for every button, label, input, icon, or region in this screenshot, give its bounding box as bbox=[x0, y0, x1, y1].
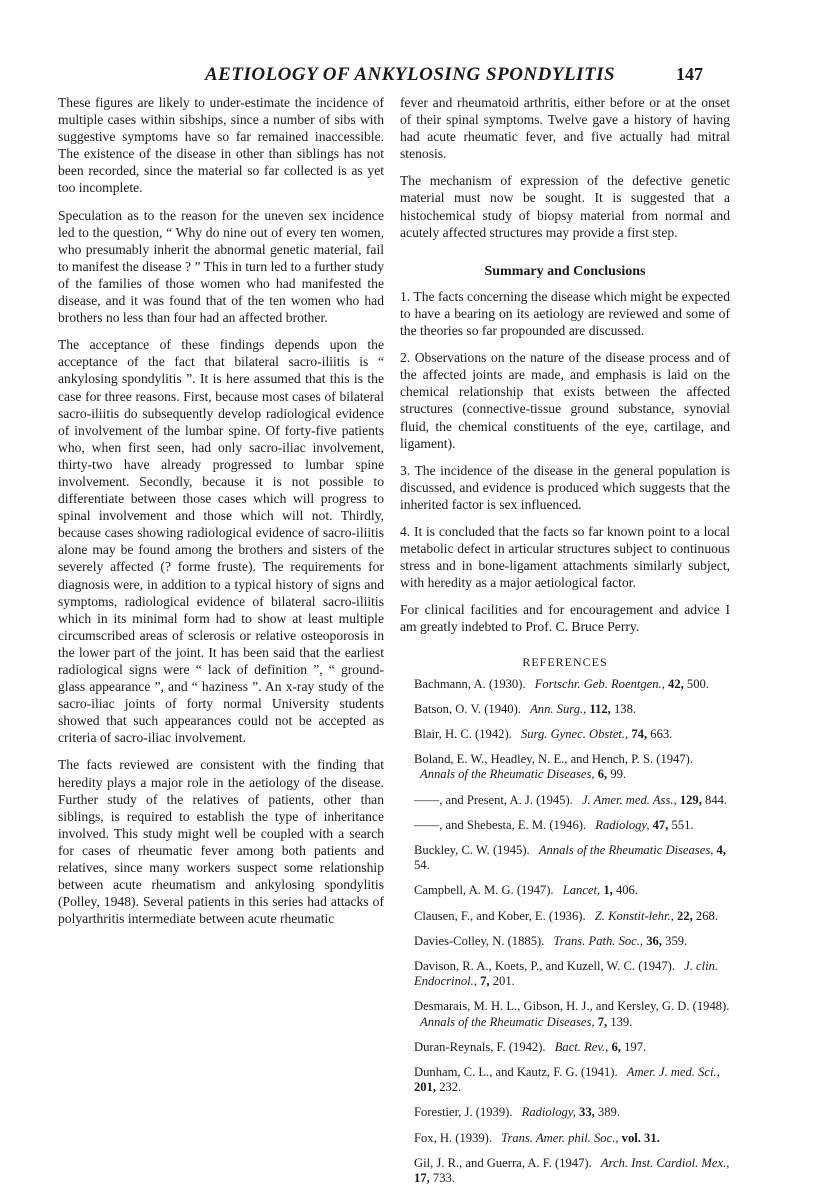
reference-page: 406. bbox=[615, 883, 638, 898]
reference-authors: ——, and Shebesta, E. M. (1946). bbox=[414, 817, 587, 832]
reference-page: 359. bbox=[665, 933, 688, 948]
body-paragraph: The facts reviewed are consistent with the finding that heredity plays a major role in the aetiology of the disease. Further study of the relatives of patients, other than siblings, is required to establish the type of inheritance involved. This study might well be coupled with a search for cases of rheumatic fever among both patients and relatives, since many workers suspect some relationship between acute rheumatism and ankylosing spondylitis (Polley, 1948). Several patients in this series had attacks of polyarthritis intermediate between acute rheumatic bbox=[58, 757, 384, 927]
reference-page: 232. bbox=[439, 1080, 462, 1095]
reference-authors: Blair, H. C. (1942). bbox=[414, 727, 512, 742]
reference-entry bbox=[400, 1131, 730, 1146]
left-column bbox=[58, 94, 384, 937]
reference-entry bbox=[400, 909, 730, 924]
reference-page: 733. bbox=[432, 1171, 455, 1186]
reference-volume: vol. 31. bbox=[621, 1130, 660, 1145]
reference-journal: Bact. Rev., bbox=[554, 1039, 609, 1054]
reference-volume: 33, bbox=[579, 1105, 595, 1120]
reference-entry bbox=[400, 843, 730, 873]
reference-entry bbox=[400, 818, 730, 833]
body-paragraph: These figures are likely to under-estimate the incidence of multiple cases within sibships, since a number of sibs with suggestive symptoms have so far remained inaccessible. The existence of the disease in other than siblings has not been recorded, since the material so far collected is as yet too incomplete. bbox=[58, 95, 384, 196]
reference-journal: J. Amer. med. Ass., bbox=[581, 792, 677, 807]
page-number: 147 bbox=[676, 64, 703, 84]
reference-entry bbox=[400, 934, 730, 949]
summary-item: 3. The incidence of the disease in the general population is discussed, and evidence is produced which suggests that the inherited factor is sex influenced. bbox=[400, 462, 730, 512]
reference-page: 389. bbox=[597, 1105, 620, 1120]
reference-entry bbox=[400, 793, 730, 808]
reference-authors: Batson, O. V. (1940). bbox=[414, 701, 521, 716]
reference-authors: Boland, E. W., Headley, N. E., and Hench, P. S. (1947). bbox=[414, 752, 694, 767]
reference-journal: Ann. Surg., bbox=[530, 701, 587, 716]
acknowledgement: For clinical facilities and for encouragement and advice I am greatly indebted to Prof. C. Bruce Perry. bbox=[400, 602, 730, 635]
reference-volume: 7, bbox=[480, 974, 490, 989]
reference-authors: Davison, R. A., Koets, P., and Kuzell, W. C. (1947). bbox=[414, 959, 675, 974]
body-paragraph: The acceptance of these findings depends upon the acceptance of the fact that bilateral sacro-iliitis is “ ankylosing spondylitis ”. It is here assumed that this is the case for three reasons. First, because most cases of bilateral sacro-iliitis do subsequently develop radiological evidence of involvement of the lumbar spine. Of forty-five patients who, when first seen, had only sacro-iliac involvement, thirty-two have already progressed to lumbar spine involvement. Secondly, because it is not possible to differentiate between those cases which will progress to spinal involvement and those which will not. Thirdly, because cases showing radiological evidence of sacro-iliitis alone may be found among the brothers and sisters of the severely affected (? forme fruste). The requirements for diagnosis were, in addition to a typical history of signs and symptoms, radiological evidence of bilateral sacro-iliitis which in its minimal form had to show at least multiple circumscribed areas of sclerosis or relative osteoporosis in the lower part of the joint. It has been said that the earliest radiological signs were “ lack of definition ”, “ ground-glass appearance ”, and “ haziness ”. An x-ray study of the sacro-iliac joints of forty normal University students showed that such appearances could not be accepted as criteria of sacro-iliac involvement. bbox=[58, 337, 384, 746]
reference-journal: Lancet, bbox=[562, 883, 601, 898]
reference-volume: 17, bbox=[414, 1171, 430, 1186]
reference-journal: Z. Konstit-lehr., bbox=[594, 908, 674, 923]
reference-entry bbox=[400, 752, 730, 782]
reference-volume: 6, bbox=[597, 767, 608, 782]
reference-entry bbox=[400, 883, 730, 898]
reference-page: 139. bbox=[610, 1014, 633, 1029]
reference-page: 844. bbox=[705, 792, 728, 807]
reference-authors: Forestier, J. (1939). bbox=[414, 1105, 513, 1120]
reference-journal: J. clin. Endocrinol., bbox=[414, 959, 719, 989]
reference-authors: Gil, J. R., and Guerra, A. F. (1947). bbox=[414, 1155, 592, 1170]
reference-page: 197. bbox=[624, 1039, 647, 1054]
reference-page: 201. bbox=[492, 974, 515, 989]
body-paragraph: fever and rheumatoid arthritis, either before or at the onset of their spinal symptoms. Twelve gave a history of having had acute rheumatic fever, and five actually had mitral stenosis. bbox=[400, 95, 730, 162]
reference-authors: Campbell, A. M. G. (1947). bbox=[414, 883, 554, 898]
reference-volume: 7, bbox=[597, 1014, 608, 1029]
reference-volume: 201, bbox=[414, 1080, 437, 1095]
reference-entry bbox=[400, 702, 730, 717]
reference-entry bbox=[400, 959, 730, 989]
summary-item: 4. It is concluded that the facts so far known point to a local metabolic defect in articular structures subject to continuous stress and in bone-ligament attachments similarly subject, with heredity as a major aetiological factor. bbox=[400, 523, 730, 591]
reference-authors: Davies-Colley, N. (1885). bbox=[414, 933, 545, 948]
reference-page: 500. bbox=[686, 676, 709, 691]
reference-authors: Duran-Reynals, F. (1942). bbox=[414, 1039, 546, 1054]
reference-page: 268. bbox=[695, 908, 718, 923]
body-paragraph: The mechanism of expression of the defective genetic material must now be sought. It is suggested that a histochemical study of biopsy material from normal and acutely affected structures may provide a first step. bbox=[400, 173, 730, 240]
reference-page: 54. bbox=[414, 858, 430, 873]
reference-entry bbox=[400, 1065, 730, 1095]
reference-entry bbox=[400, 1156, 730, 1186]
reference-authors: ——, and Present, A. J. (1945). bbox=[414, 792, 573, 807]
reference-authors: Desmarais, M. H. L., Gibson, H. J., and Kersley, G. D. (1948). bbox=[414, 999, 730, 1014]
reference-journal: Annals of the Rheumatic Diseases, bbox=[538, 843, 714, 858]
reference-entry bbox=[400, 677, 730, 692]
reference-page: 551. bbox=[671, 817, 694, 832]
reference-page: 99. bbox=[610, 767, 627, 782]
summary-heading: Summary and Conclusions bbox=[484, 263, 646, 279]
right-column bbox=[400, 94, 730, 1196]
summary-item: 1. The facts concerning the disease which might be expected to have a bearing on its aetiology are reviewed and some of the theories so far propounded are discussed. bbox=[400, 288, 730, 339]
reference-authors: Dunham, C. L., and Kautz, F. G. (1941). bbox=[414, 1065, 618, 1080]
reference-volume: 129, bbox=[679, 792, 702, 807]
reference-authors: Fox, H. (1939). bbox=[414, 1130, 493, 1145]
reference-journal: Trans. Path. Soc., bbox=[553, 933, 644, 948]
reference-journal: Radiology, bbox=[595, 817, 650, 832]
reference-entry bbox=[400, 727, 730, 742]
reference-entry bbox=[400, 999, 730, 1029]
reference-authors: Clausen, F., and Kober, E. (1936). bbox=[414, 908, 586, 923]
reference-page: 663. bbox=[650, 727, 673, 742]
reference-authors: Bachmann, A. (1930). bbox=[414, 676, 526, 691]
reference-volume: 47, bbox=[652, 817, 669, 832]
references-heading: REFERENCES bbox=[522, 654, 608, 669]
summary-item: 2. Observations on the nature of the disease process and of the affected joints are made, and emphasis is laid on the chemical relationship that exists between the affected structures (connective-tissue ground substance, synovial fluid, the chemical constituents of the eye, cartilage, and ligament). bbox=[400, 350, 730, 451]
reference-volume: 112, bbox=[589, 701, 611, 716]
reference-list bbox=[400, 677, 730, 1187]
reference-volume: 22, bbox=[677, 908, 693, 923]
reference-journal: Arch. Inst. Cardiol. Mex., bbox=[600, 1155, 730, 1170]
reference-authors: Buckley, C. W. (1945). bbox=[414, 843, 530, 858]
body-paragraph: Speculation as to the reason for the uneven sex incidence led to the question, “ Why do nine out of every ten women, who presumably inherit the abnormal genetic material, fail to manifest the disease ? ” This in turn led to a further study of the families of those women who had manifested the disease, and it was found that of the ten women who had brothers no less than four had an affected brother. bbox=[58, 207, 384, 326]
reference-journal: Surg. Gynec. Obstet., bbox=[520, 727, 629, 742]
reference-volume: 36, bbox=[646, 933, 662, 948]
reference-entry bbox=[400, 1105, 730, 1120]
reference-journal: Annals of the Rheumatic Diseases, bbox=[420, 767, 595, 782]
reference-volume: 42, bbox=[668, 676, 684, 691]
reference-entry bbox=[400, 1040, 730, 1055]
reference-journal: Annals of the Rheumatic Diseases, bbox=[420, 1014, 595, 1029]
reference-volume: 74, bbox=[631, 727, 648, 742]
reference-journal: Trans. Amer. phil. Soc., bbox=[501, 1130, 619, 1145]
reference-volume: 1, bbox=[603, 883, 613, 898]
reference-journal: Radiology, bbox=[521, 1105, 576, 1120]
reference-journal: Amer. J. med. Sci., bbox=[626, 1065, 720, 1080]
reference-volume: 6, bbox=[611, 1039, 621, 1054]
running-title: AETIOLOGY OF ANKYLOSING SPONDYLITIS bbox=[205, 64, 616, 85]
reference-volume: 4, bbox=[716, 843, 726, 858]
reference-journal: Fortschr. Geb. Roentgen., bbox=[534, 676, 665, 691]
reference-page: 138. bbox=[613, 701, 637, 716]
running-header bbox=[0, 64, 816, 94]
